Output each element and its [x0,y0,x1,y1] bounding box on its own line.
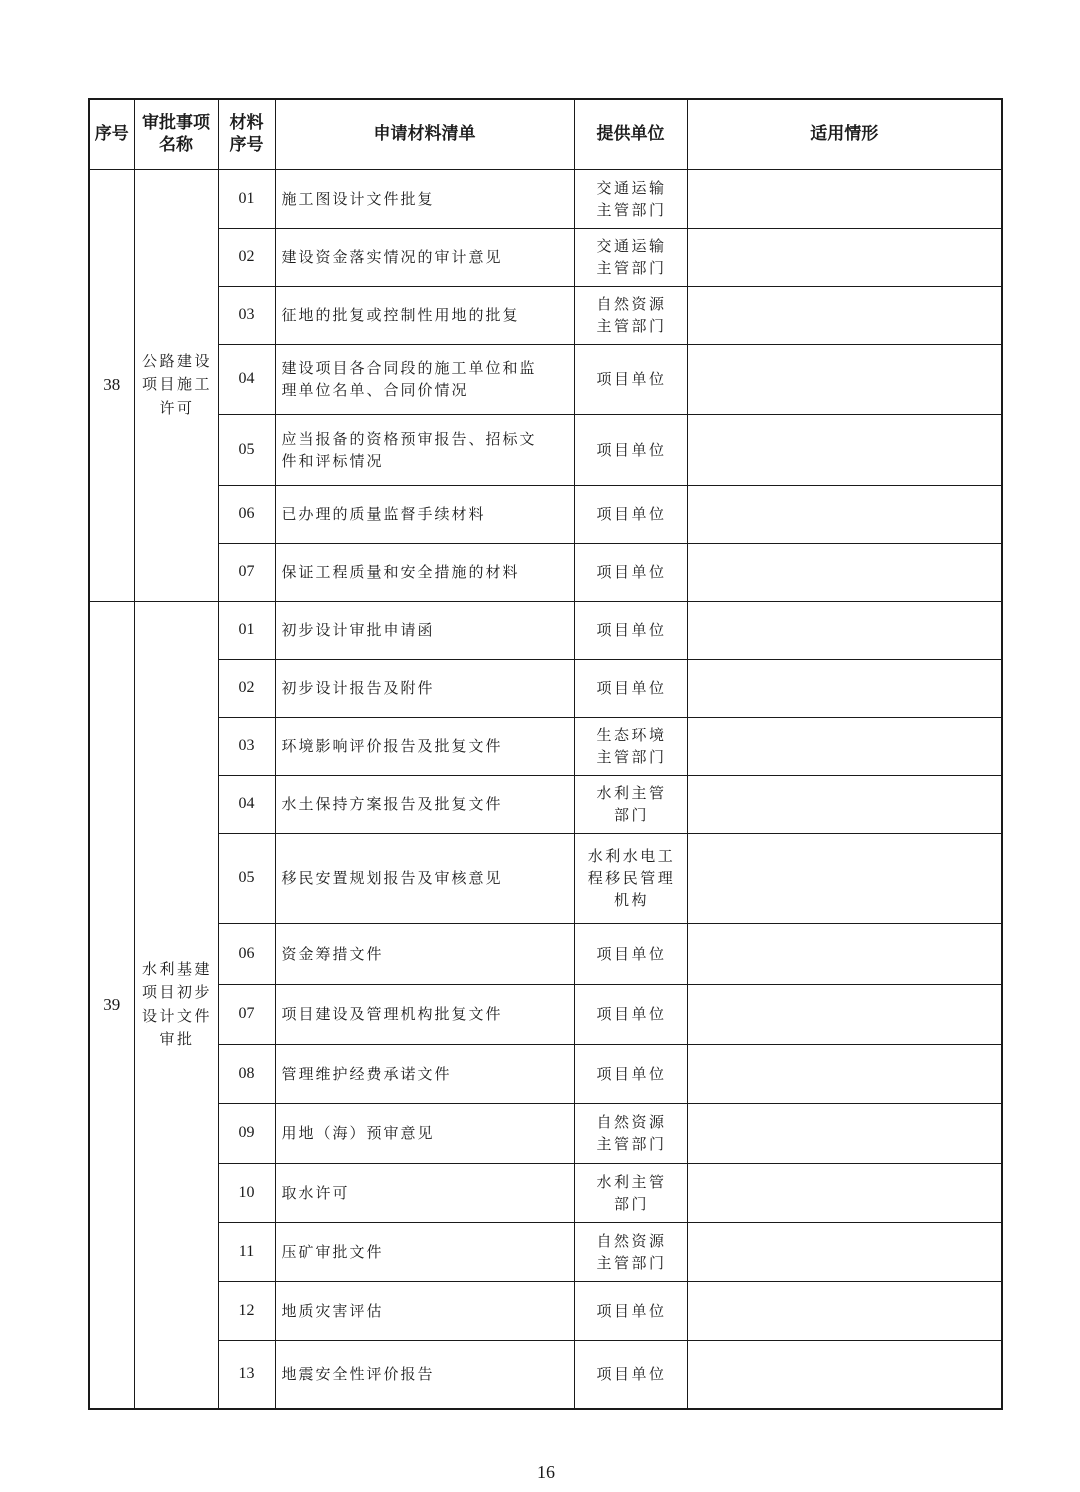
material-name: 移民安置规划报告及审核意见 [275,833,574,923]
applicable-cell [687,1281,1002,1340]
table-row [89,543,1002,601]
table-row [89,1103,1002,1163]
provider-unit: 项目单位 [574,923,687,984]
table-row [89,1044,1002,1103]
applicable-cell [687,923,1002,984]
item-seq-cell: 39 [89,601,134,1409]
provider-unit: 项目单位 [574,1340,687,1409]
table-row [89,1163,1002,1222]
material-no: 03 [218,286,275,344]
applicable-cell [687,286,1002,344]
material-name: 初步设计报告及附件 [275,659,574,717]
table-row [89,833,1002,923]
material-no: 03 [218,717,275,775]
table-row [89,923,1002,984]
provider-unit: 交通运输 主管部门 [574,228,687,286]
provider-unit: 项目单位 [574,344,687,414]
material-no: 08 [218,1044,275,1103]
material-name: 施工图设计文件批复 [275,169,574,228]
material-name: 地震安全性评价报告 [275,1340,574,1409]
header-seq: 序号 [89,99,134,169]
material-no: 12 [218,1281,275,1340]
applicable-cell [687,717,1002,775]
item-name-cell: 水利基建 项目初步 设计文件 审批 [134,601,218,1409]
material-name: 建设资金落实情况的审计意见 [275,228,574,286]
table-row [89,286,1002,344]
provider-unit: 水利主管 部门 [574,1163,687,1222]
material-name: 资金筹措文件 [275,923,574,984]
page-number: 16 [537,1462,555,1482]
material-name: 应当报备的资格预审报告、招标文 件和评标情况 [275,414,574,485]
material-name: 初步设计审批申请函 [275,601,574,659]
table-row [89,601,1002,659]
provider-unit: 自然资源 主管部门 [574,1222,687,1281]
table-row [89,659,1002,717]
provider-unit: 项目单位 [574,984,687,1044]
material-name: 项目建设及管理机构批复文件 [275,984,574,1044]
table-row [89,984,1002,1044]
material-name: 管理维护经费承诺文件 [275,1044,574,1103]
material-no: 02 [218,228,275,286]
provider-unit: 水利主管 部门 [574,775,687,833]
applicable-cell [687,984,1002,1044]
material-name: 建设项目各合同段的施工单位和监 理单位名单、合同价情况 [275,344,574,414]
applicable-cell [687,543,1002,601]
material-name: 已办理的质量监督手续材料 [275,485,574,543]
table-row [89,414,1002,485]
header-materials: 申请材料清单 [275,99,574,169]
provider-unit: 项目单位 [574,1044,687,1103]
provider-unit: 交通运输 主管部门 [574,169,687,228]
applicable-cell [687,1044,1002,1103]
provider-unit: 项目单位 [574,1281,687,1340]
header-applicable: 适用情形 [687,99,1002,169]
material-no: 10 [218,1163,275,1222]
applicable-cell [687,833,1002,923]
table-body [89,169,1002,1409]
provider-unit: 项目单位 [574,414,687,485]
item-seq-cell: 38 [89,169,134,601]
applicable-cell [687,228,1002,286]
material-no: 04 [218,344,275,414]
material-no: 07 [218,984,275,1044]
material-no: 02 [218,659,275,717]
applicable-cell [687,169,1002,228]
provider-unit: 项目单位 [574,601,687,659]
material-name: 取水许可 [275,1163,574,1222]
applicable-cell [687,659,1002,717]
provider-unit: 水利水电工 程移民管理 机构 [574,833,687,923]
applicable-cell [687,1103,1002,1163]
material-no: 01 [218,169,275,228]
table-row [89,169,1002,228]
material-name: 水土保持方案报告及批复文件 [275,775,574,833]
table-row [89,344,1002,414]
applicable-cell [687,344,1002,414]
material-no: 05 [218,833,275,923]
material-no: 11 [218,1222,275,1281]
material-name: 环境影响评价报告及批复文件 [275,717,574,775]
provider-unit: 自然资源 主管部门 [574,286,687,344]
table-row [89,717,1002,775]
material-no: 06 [218,923,275,984]
table-header [89,99,1002,169]
applicable-cell [687,414,1002,485]
provider-unit: 自然资源 主管部门 [574,1103,687,1163]
provider-unit: 项目单位 [574,543,687,601]
material-no: 07 [218,543,275,601]
header-material-no: 材料 序号 [218,99,275,169]
applicable-cell [687,485,1002,543]
material-no: 04 [218,775,275,833]
item-name-cell: 公路建设 项目施工 许可 [134,169,218,601]
material-no: 09 [218,1103,275,1163]
provider-unit: 项目单位 [574,659,687,717]
table-row [89,775,1002,833]
provider-unit: 生态环境 主管部门 [574,717,687,775]
material-no: 01 [218,601,275,659]
table-row [89,1340,1002,1409]
material-no: 13 [218,1340,275,1409]
table-row [89,1281,1002,1340]
applicable-cell [687,775,1002,833]
material-name: 压矿审批文件 [275,1222,574,1281]
header-item-name: 审批事项 名称 [134,99,218,169]
applicable-cell [687,601,1002,659]
header-row [89,99,1002,169]
material-name: 地质灾害评估 [275,1281,574,1340]
material-name: 保证工程质量和安全措施的材料 [275,543,574,601]
header-provider: 提供单位 [574,99,687,169]
provider-unit: 项目单位 [574,485,687,543]
applicable-cell [687,1163,1002,1222]
applicable-cell [687,1222,1002,1281]
approval-materials-table [88,98,1003,1410]
material-name: 征地的批复或控制性用地的批复 [275,286,574,344]
material-name: 用地（海）预审意见 [275,1103,574,1163]
table-row [89,485,1002,543]
material-no: 05 [218,414,275,485]
table-row [89,228,1002,286]
table-row [89,1222,1002,1281]
material-no: 06 [218,485,275,543]
applicable-cell [687,1340,1002,1409]
